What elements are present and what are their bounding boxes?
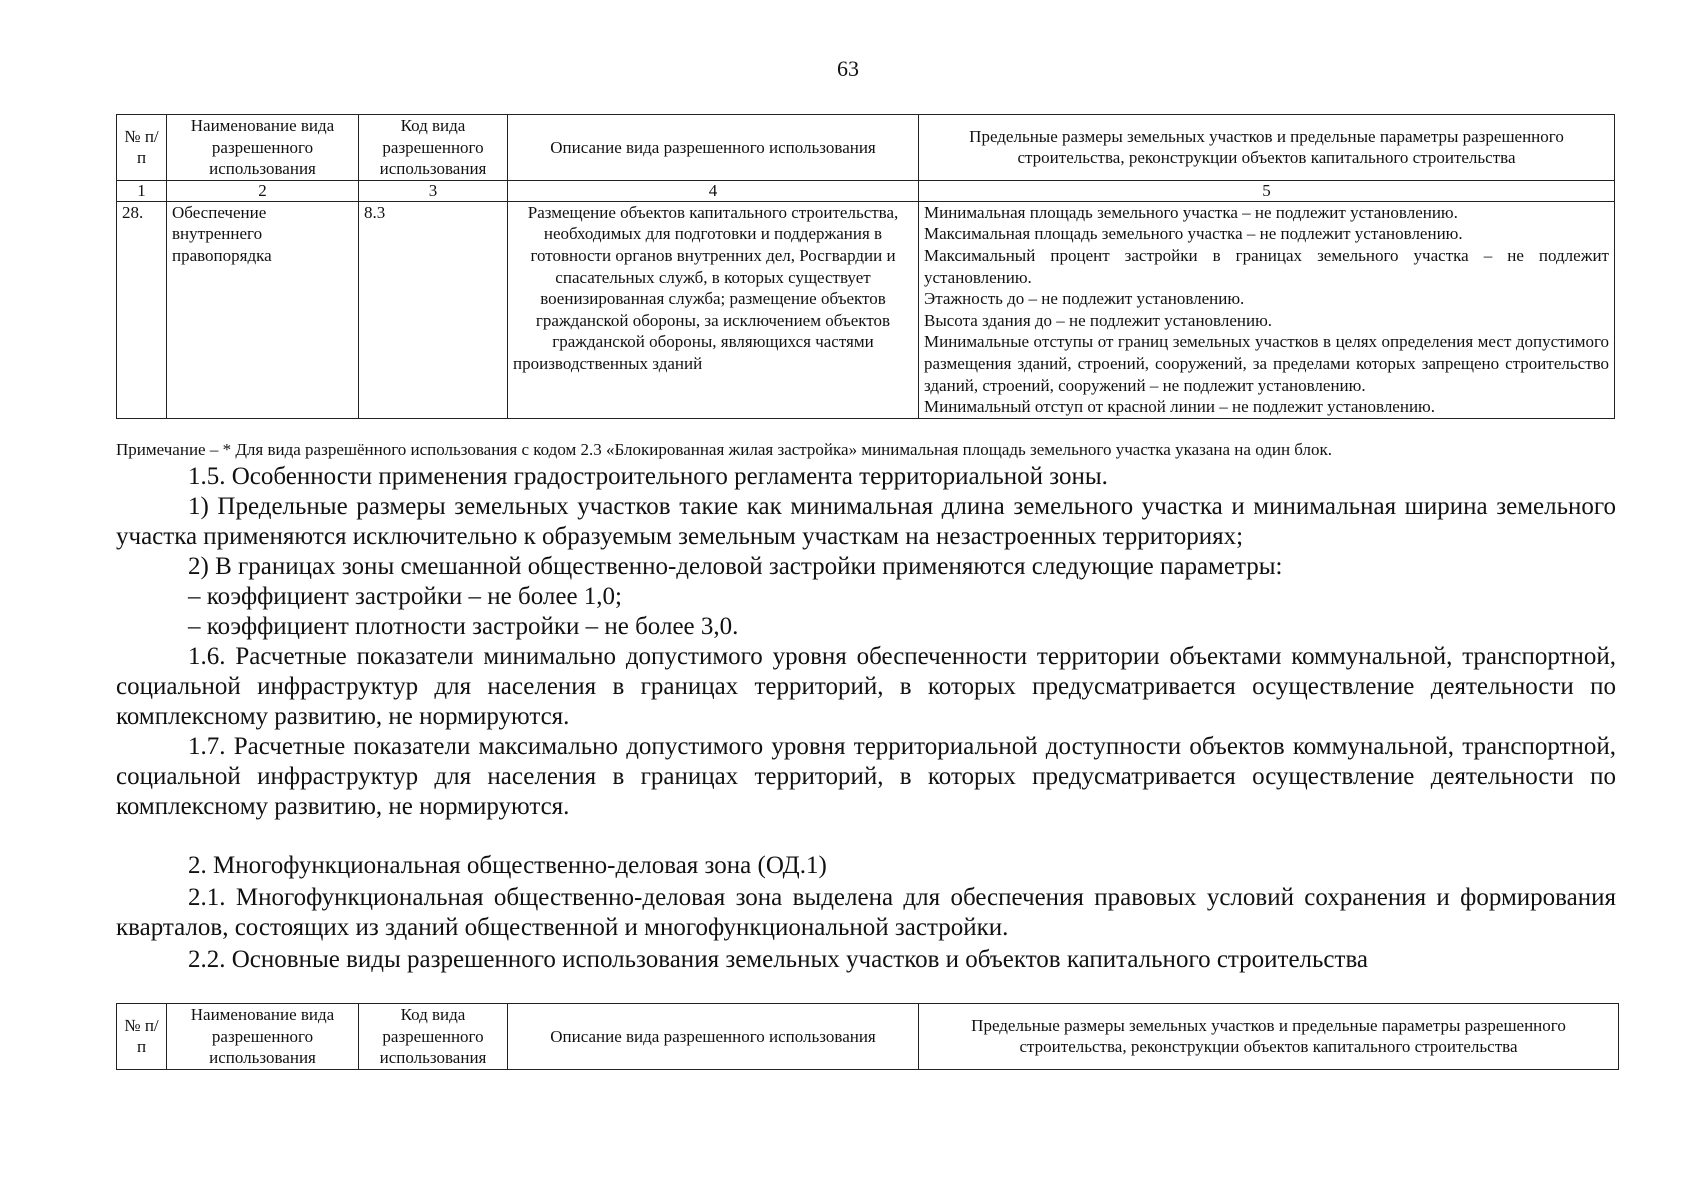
list-item-dash-1: – коэффициент застройки – не более 1,0; [188, 583, 622, 610]
header-use-code: Код вида разрешенного использования [359, 1004, 508, 1070]
header-use-name: Наименование вида разрешенного использования [167, 115, 359, 181]
table-row [117, 201, 1615, 418]
param-line: Минимальный отступ от красной линии – не подлежит установлению. [924, 397, 1435, 417]
param-line: Максимальная площадь земельного участка – не подлежит установлению. [924, 224, 1463, 244]
row-use-name: Обеспечение внутреннего правопорядка [167, 201, 359, 418]
param-line: Минимальные отступы от границ земельных участков в целях определения мест допустимого размещения зданий, строений, сооружений, за пределами которых запрещено строительство зданий, строений, сооружений – не подлежит установлению. [924, 332, 1609, 395]
header-limits: Предельные размеры земельных участков и предельные параметры разрешенного строительства, реконструкции объектов капитального строительства [919, 115, 1615, 181]
column-number: 4 [508, 180, 919, 201]
header-use-code: Код вида разрешенного использования [359, 115, 508, 181]
section-heading-2: 2. Многофункциональная общественно-деловая зона (ОД.1) [188, 852, 827, 879]
text-block-section-1 [116, 462, 1616, 822]
row-number: 28. [117, 201, 167, 418]
table-header-row [117, 1004, 1619, 1070]
column-number: 1 [117, 180, 167, 201]
row-use-description: Размещение объектов капитального строительства, необходимых для подготовки и поддержания в готовности органов внутренних дел, Росгвардии и спасательных служб, в которых существует военизированная служба; размещение объектов гражданской обороны, за исключением объектов гражданской обороны, являющихся частями производственных зданий [508, 201, 919, 418]
land-use-table [116, 114, 1615, 419]
header-limits: Предельные размеры земельных участков и предельные параметры разрешенного строительства, реконструкции объектов капитального строительства [919, 1004, 1619, 1070]
page-number: 63 [837, 56, 859, 81]
param-line: Этажность до – не подлежит установлению. [924, 289, 1245, 309]
column-number: 5 [919, 180, 1615, 201]
paragraph-1-7: 1.7. Расчетные показатели максимально допустимого уровня территориальной доступности объектов коммунальной, транспортной, социальной инфраструктур для населения в границах территорий, в которых предусматривается осуществление деятельности по комплексному развитию, не нормируются. [116, 733, 1616, 820]
paragraph-1-5: 1.5. Особенности применения градостроительного регламента территориальной зоны. [188, 463, 1108, 490]
header-number: № п/п [117, 1004, 167, 1070]
header-use-description: Описание вида разрешенного использования [508, 115, 919, 181]
paragraph-1-5-2: 2) В границах зоны смешанной общественно-деловой застройки применяются следующие параметры: [188, 553, 1283, 580]
row-use-code: 8.3 [359, 201, 508, 418]
column-number-row [117, 180, 1615, 201]
list-item-dash-2: – коэффициент плотности застройки – не более 3,0. [188, 613, 739, 640]
param-line: Высота здания до – не подлежит установлению. [924, 310, 1273, 330]
param-line: Максимальный процент застройки в границах земельного участка – не подлежит установлению. [924, 245, 1609, 287]
row-limits [919, 201, 1615, 418]
header-use-description: Описание вида разрешенного использования [508, 1004, 919, 1070]
table-header-row [117, 115, 1615, 181]
header-number: № п/п [117, 115, 167, 181]
paragraph-2-2: 2.2. Основные виды разрешенного использования земельных участков и объектов капитального строительства [188, 946, 1369, 973]
param-line: Минимальная площадь земельного участка – не подлежит установлению. [924, 202, 1458, 222]
column-number: 3 [359, 180, 508, 201]
text-block-section-2 [116, 851, 1616, 975]
paragraph-1-6: 1.6. Расчетные показатели минимально допустимого уровня обеспеченности территории объектами коммунальной, транспортной, социальной инфраструктур для населения в границах территорий, в которых предусматривается осуществление деятельности по комплексному развитию, не нормируются. [116, 643, 1616, 730]
header-use-name: Наименование вида разрешенного использования [167, 1004, 359, 1070]
column-number: 2 [167, 180, 359, 201]
table-note: Примечание – * Для вида разрешённого использования с кодом 2.3 «Блокированная жилая застройка» минимальная площадь земельного участка указана на один блок. [116, 440, 1333, 459]
paragraph-2-1: 2.1. Многофункциональная общественно-деловая зона выделена для обеспечения правовых условий сохранения и формирования кварталов, состоящих из зданий общественной и многофункциональной застройки. [116, 884, 1616, 941]
land-use-table-od1 [116, 1003, 1619, 1070]
paragraph-1-5-1: 1) Предельные размеры земельных участков такие как минимальная длина земельного участка и минимальная ширина земельного участка применяются исключительно к образуемым земельным участкам на незастроенных территориях; [116, 493, 1616, 550]
